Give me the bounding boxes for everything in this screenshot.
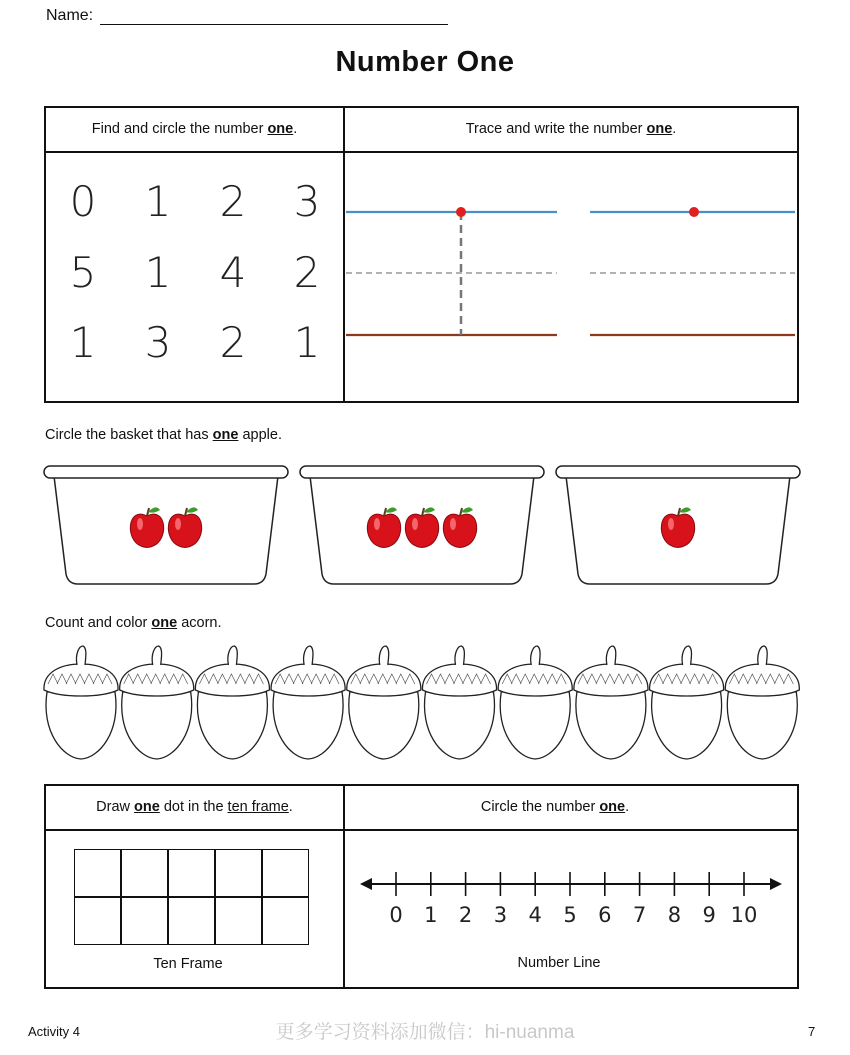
page-title: Number One: [335, 46, 515, 78]
tick-label[interactable]: 6: [598, 903, 612, 927]
ten-frame[interactable]: [74, 849, 310, 947]
number-line-caption: Number Line: [517, 955, 601, 971]
acorn-instruction: [45, 615, 222, 631]
digit-choice[interactable]: 2: [219, 177, 247, 226]
digit-choice[interactable]: 1: [144, 248, 172, 297]
acorn-end: acorn.: [177, 615, 222, 631]
trace-guide-right[interactable]: [590, 207, 795, 335]
digit-choice[interactable]: 5: [69, 248, 97, 297]
ten-frame-cell[interactable]: [168, 897, 215, 945]
tf-mid: dot in the: [159, 799, 228, 815]
ten-frame-cell[interactable]: [74, 897, 121, 945]
trace-guide-left[interactable]: [346, 207, 557, 335]
tf-key: one: [134, 799, 160, 815]
tick-label[interactable]: 1: [424, 903, 438, 927]
number-line: [350, 865, 795, 935]
baskets: [0, 460, 850, 590]
acorn-icon[interactable]: [574, 646, 648, 759]
digit-choice[interactable]: 3: [144, 318, 172, 367]
digit-choice[interactable]: 1: [293, 318, 321, 367]
ten-frame-cell[interactable]: [121, 849, 168, 897]
ten-frame-cell[interactable]: [262, 849, 309, 897]
basket[interactable]: [44, 466, 288, 584]
acorn-icon[interactable]: [650, 646, 724, 759]
trace-text: Trace and write the number: [465, 121, 647, 137]
tf-text: Draw: [96, 799, 135, 815]
tick-label[interactable]: 4: [528, 903, 542, 927]
trace-lines: [345, 152, 797, 402]
acorn-icon[interactable]: [195, 646, 269, 759]
find-circle-key: one: [267, 121, 294, 137]
basket-text: Circle the basket that has: [45, 427, 213, 443]
ten-frame-caption: Ten Frame: [153, 956, 223, 972]
ten-frame-instruction: [46, 799, 343, 815]
bottom-table-header-line: [44, 829, 799, 831]
trace-key: one: [646, 121, 673, 137]
digit-choice[interactable]: 1: [69, 318, 97, 367]
tick-label[interactable]: 0: [389, 903, 403, 927]
acorn-icon[interactable]: [120, 646, 194, 759]
arrow-left-icon: [360, 878, 372, 890]
find-circle-text: Find and circle the number: [91, 121, 268, 137]
acorn-icon[interactable]: [498, 646, 572, 759]
tick-label[interactable]: 5: [563, 903, 577, 927]
digit-choice[interactable]: 3: [293, 177, 321, 226]
digit-choice[interactable]: 1: [144, 177, 172, 226]
digit-choice[interactable]: 4: [219, 248, 247, 297]
tf-end: .: [288, 799, 293, 815]
start-dot-icon: [456, 207, 466, 217]
basket-instruction: [45, 427, 282, 443]
start-dot-icon: [689, 207, 699, 217]
number-line-instruction: [345, 799, 765, 815]
find-circle-end: .: [293, 121, 298, 137]
ten-frame-cell[interactable]: [121, 897, 168, 945]
ten-frame-cell[interactable]: [215, 897, 262, 945]
digit-choice[interactable]: 2: [293, 248, 321, 297]
acorn-key: one: [151, 615, 178, 631]
acorn-icon[interactable]: [422, 646, 496, 759]
nl-text: Circle the number: [480, 799, 600, 815]
basket-key: one: [212, 427, 239, 443]
ten-frame-cell[interactable]: [168, 849, 215, 897]
watermark: 更多学习资料添加微信：hi-nuanma: [275, 1022, 575, 1043]
nl-key: one: [599, 799, 626, 815]
digit-choice[interactable]: 2: [219, 318, 247, 367]
tick-label[interactable]: 2: [458, 903, 473, 927]
acorn-icon[interactable]: [347, 646, 421, 759]
trace-end: .: [672, 121, 677, 137]
basket[interactable]: [556, 466, 800, 584]
arrow-right-icon: [770, 878, 782, 890]
digit-choice[interactable]: 0: [69, 177, 97, 226]
trace-instruction: [345, 121, 797, 137]
acorns-row: [0, 640, 850, 765]
tick-label[interactable]: 9: [702, 903, 716, 927]
tick-label[interactable]: 3: [493, 903, 508, 927]
nl-end: .: [625, 799, 630, 815]
acorn-icon[interactable]: [271, 646, 345, 759]
acorn-icon[interactable]: [44, 646, 118, 759]
page-number: 7: [808, 1024, 816, 1039]
tick-label[interactable]: 8: [667, 903, 682, 927]
name-write-line[interactable]: [100, 24, 448, 25]
acorn-icon[interactable]: [725, 646, 799, 759]
tick-label[interactable]: 7: [632, 903, 647, 927]
ten-frame-cell[interactable]: [262, 897, 309, 945]
activity-label: Activity 4: [28, 1024, 81, 1039]
find-circle-instruction: [46, 121, 343, 137]
name-label: Name:: [46, 7, 94, 24]
acorn-text: Count and color: [45, 615, 152, 631]
ten-frame-cell[interactable]: [215, 849, 262, 897]
ten-frame-cell[interactable]: [74, 849, 121, 897]
basket-end: apple.: [238, 427, 282, 443]
basket[interactable]: [300, 466, 544, 584]
tick-label[interactable]: 10: [730, 903, 758, 927]
tf-key2: ten frame: [227, 799, 289, 815]
